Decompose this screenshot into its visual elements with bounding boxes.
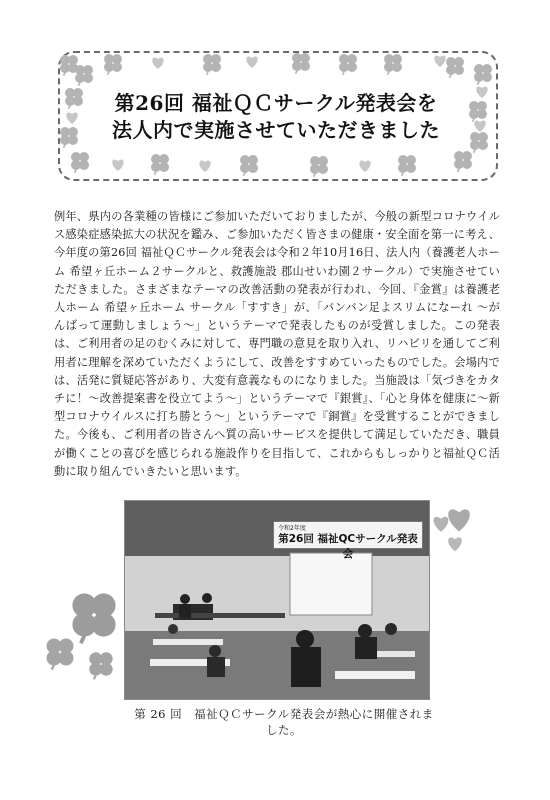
page-title	[80, 90, 472, 144]
title-line-1: 第26回 福祉ＱＣサークル発表会を	[114, 91, 438, 115]
heart-icon	[448, 537, 462, 551]
title-line-2: 法人内で実施させていただきました	[112, 118, 440, 142]
banner-year: 令和2年度	[278, 525, 306, 532]
heart-icon	[448, 509, 470, 531]
clover-icon	[89, 652, 112, 679]
heart-icon	[434, 517, 449, 532]
clover-icon	[72, 593, 115, 644]
body-paragraph: 例年、県内の各業種の皆様にご参加いただいておりましたが、今般の新型コロナウイルス感染症感染拡大の状況を鑑み、ご参加いただく皆さまの健康・安全面を第一に考え、今年度の第26回 福祉ＱＣサークル発表会は令和２年10月16日、法人内（養護老人ホーム 希望ヶ丘ホーム２サークルと、救護施設 郡山せいわ園２サークル）で実施させていただきました。さまざまなテーマの改善活動の発表が行われ、今回、『金賞』は養護老人ホーム 希望ヶ丘ホーム サークル「すすき」が、「バンバン足よスリムになーれ ～がんばって運動しましょう～」というテーマで発表したものが受賞しました。この発表は、ご利用者の足のむくみに対して、専門職の意見を取り入れ、リハビリを通してご利用者に理解を深めていただくようにして、改善をすすめていったものでした。会場内では、活発に質疑応答があり、大変有意義なものになりました。当施設は「気づきをカタチに！～改善提案書を役立てよう～」というテーマで『銀賞』、「心と身体を健康に～新型コロナウイルスに打ち勝とう～」というテーマで『銅賞』を受賞することができました。今後も、ご利用者の皆さんへ質の高いサービスを提供して満足していただき、職員が働くことの喜びを感じられる施設作りを目指して、これからもしっかりと福祉ＱＣ活動に取り組んでいきたいと思います。	[54, 210, 500, 478]
photo-caption: 第 26 回 福祉ＱＣサークル発表会が熱心に開催されました。	[134, 707, 434, 737]
banner-title: 第26回 福祉QCサークル発表会	[278, 533, 418, 560]
photo-banner	[273, 521, 423, 560]
clover-icon	[47, 639, 74, 671]
event-photo	[124, 500, 430, 700]
